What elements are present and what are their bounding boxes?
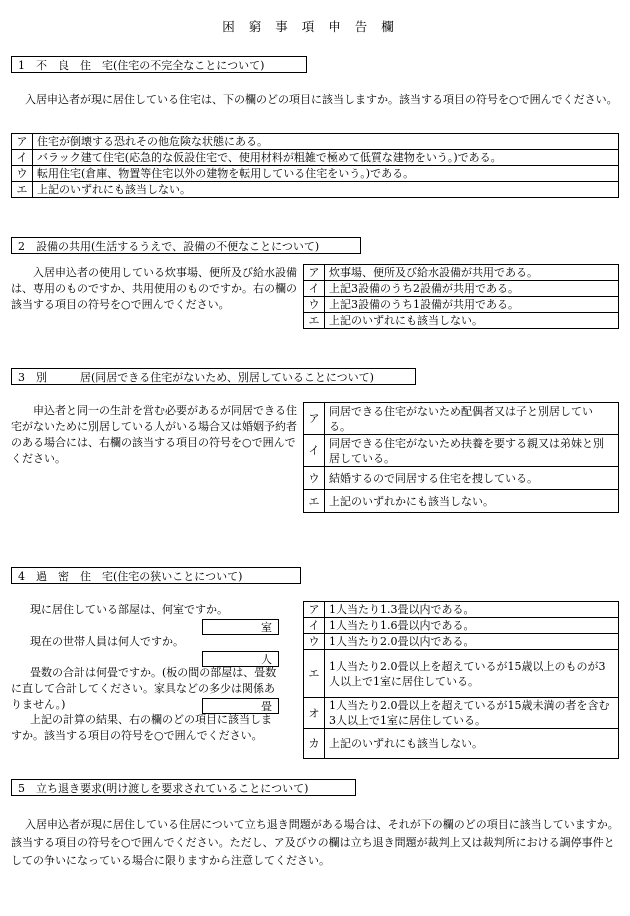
table-row	[12, 182, 619, 198]
option-text: 1人当たり2.0畳以上を超えているが15歳以上のものが3人以上で1室に居住している。	[325, 650, 619, 698]
option-key[interactable]: エ	[304, 490, 325, 513]
section2-heading: 2 設備の共用(生活するうえで、設備の不便なことについて)	[11, 237, 361, 254]
table-row	[304, 435, 619, 467]
option-key[interactable]: ア	[304, 602, 325, 618]
table-row	[304, 490, 619, 513]
section4-table	[303, 601, 619, 759]
option-text: 1人当たり2.0畳以内である。	[325, 634, 619, 650]
option-key[interactable]: ア	[304, 403, 325, 435]
table-row	[304, 650, 619, 698]
option-text: 1人当たり1.3畳以内である。	[325, 602, 619, 618]
tatami-question: 畳数の合計は何畳ですか。(板の間の部屋は、畳数に直して合計してください。家具などの多少は関係ありません。)	[11, 666, 277, 711]
rooms-input[interactable]: 室	[202, 619, 279, 635]
option-text: バラック建て住宅(応急的な仮設住宅で、使用材料が粗雑で極めて低質な建物をいう。)である。	[33, 150, 619, 166]
option-key[interactable]: ウ	[304, 634, 325, 650]
section4-heading: 4 過 密 住 宅(住宅の狭いことについて)	[11, 567, 301, 584]
table-row	[12, 134, 619, 150]
option-key[interactable]: ウ	[304, 467, 325, 490]
section3-table	[303, 402, 619, 513]
option-key[interactable]: オ	[304, 698, 325, 729]
option-key[interactable]: ア	[304, 265, 325, 281]
table-row	[304, 698, 619, 729]
option-text: 同居できる住宅がないため扶養を要する親又は弟妹と別居している。	[325, 435, 619, 467]
option-text: 上記3設備のうち2設備が共用である。	[325, 281, 619, 297]
table-row	[304, 297, 619, 313]
option-text: 上記のいずれにも該当しない。	[325, 729, 619, 759]
section2-table	[303, 264, 619, 329]
page-title: 困窮事項申告欄	[222, 19, 408, 34]
option-text: 炊事場、便所及び給水設備が共用である。	[325, 265, 619, 281]
option-text: 1人当たり1.6畳以内である。	[325, 618, 619, 634]
option-key[interactable]: イ	[304, 618, 325, 634]
option-text: 転用住宅(倉庫、物置等住宅以外の建物を転用している住宅をいう。)である。	[33, 166, 619, 182]
result-question: 上記の計算の結果、右の欄のどの項目に該当しますか。該当する項目の符号を○で囲んでください。	[11, 713, 272, 742]
option-key[interactable]: ウ	[304, 297, 325, 313]
option-key[interactable]: イ	[12, 150, 33, 166]
option-key[interactable]: ア	[12, 134, 33, 150]
section3-heading: 3 別 居(同居できる住宅がないため、別居していることについて)	[11, 368, 416, 385]
section1-table	[11, 133, 619, 198]
section1-heading: 1 不 良 住 宅(住宅の不完全なことについて)	[11, 56, 307, 73]
option-text: 住宅が倒壊する恐れその他危険な状態にある。	[33, 134, 619, 150]
table-row	[304, 729, 619, 759]
option-key[interactable]: イ	[304, 435, 325, 467]
option-text: 上記3設備のうち1設備が共用である。	[325, 297, 619, 313]
option-text: 1人当たり2.0畳以上を超えているが15歳未満の者を含む3人以上で1室に居住している。	[325, 698, 619, 729]
option-key[interactable]: エ	[304, 313, 325, 329]
option-key[interactable]: エ	[304, 650, 325, 698]
table-row	[304, 265, 619, 281]
members-question: 現在の世帯人員は何人ですか。	[30, 635, 184, 648]
option-text: 結婚するので同居する住宅を捜している。	[325, 467, 619, 490]
option-key[interactable]: イ	[304, 281, 325, 297]
table-row	[304, 634, 619, 650]
option-text: 同居できる住宅がないため配偶者又は子と別居している。	[325, 403, 619, 435]
table-row	[304, 313, 619, 329]
section2-intro: 入居申込者の使用している炊事場、便所及び給水設備は、専用のものですか、共用使用のものですか。右の欄の該当する項目の符号を○で囲んでください。	[11, 266, 297, 311]
table-row	[304, 403, 619, 435]
section5-heading: 5 立ち退き要求(明け渡しを要求されていることについて)	[11, 779, 356, 796]
option-key[interactable]: カ	[304, 729, 325, 759]
table-row	[12, 166, 619, 182]
table-row	[304, 618, 619, 634]
section5-intro: 入居申込者が現に居住している住居について立ち退き問題がある場合は、それが下の欄のどの項目に該当していますか。該当する項目の符号を○で囲んでください。ただし、ア及びウの欄は立ち退き問題が裁判上又は裁判所における調停事件としての争いになっている場合に限りますから注意してください。	[11, 818, 619, 867]
members-input[interactable]: 人	[202, 651, 279, 667]
option-text: 上記のいずれにも該当しない。	[325, 313, 619, 329]
section1-intro: 入居申込者が現に居住している住宅は、下の欄のどの項目に該当しますか。該当する項目の符号を○で囲んでください。	[25, 93, 618, 106]
section3-intro: 申込者と同一の生計を営む必要があるが同居できる住宅がないために別居している人がいる場合又は婚姻予約者のある場合には、右欄の該当する項目の符号を○で囲んでください。	[11, 404, 297, 465]
option-key[interactable]: ウ	[12, 166, 33, 182]
table-row	[304, 602, 619, 618]
option-text: 上記のいずれにも該当しない。	[33, 182, 619, 198]
rooms-question: 現に居住している部屋は、何室ですか。	[30, 603, 228, 616]
table-row	[304, 467, 619, 490]
tatami-input[interactable]: 畳	[202, 698, 279, 714]
option-text: 上記のいずれかにも該当しない。	[325, 490, 619, 513]
option-key[interactable]: エ	[12, 182, 33, 198]
table-row	[304, 281, 619, 297]
table-row	[12, 150, 619, 166]
